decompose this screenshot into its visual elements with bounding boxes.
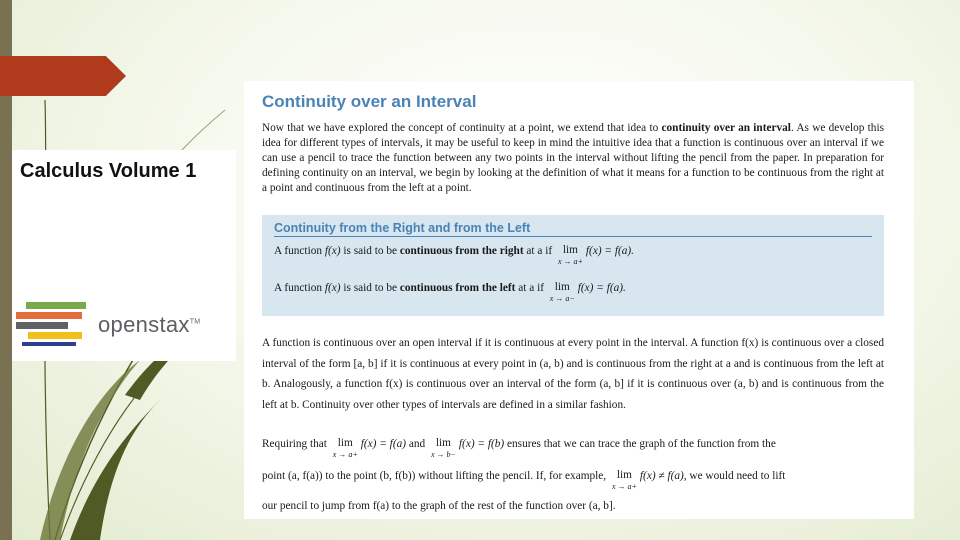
limit-expression: lim x → b− — [430, 437, 456, 460]
content-panel — [244, 81, 914, 519]
book-title: Calculus Volume 1 — [20, 160, 197, 182]
definition-box — [262, 215, 884, 316]
definition-title-rule — [274, 236, 872, 237]
book-info-panel — [12, 150, 236, 361]
point-line: point (a, f(a)) to the point (b, f(b)) without lifting the pencil. If, for example, lim x → a+ f(x) ≠ f(a), we would need to lift — [262, 469, 786, 492]
limit-expression: lim x → a+ — [332, 437, 358, 460]
logo-stripe-yellow — [28, 332, 82, 339]
logo-stripe-green — [26, 302, 86, 309]
limit-expression: lim x → a+ — [557, 244, 583, 267]
requiring-line: Requiring that lim x → a+ f(x) = f(a) and lim x → b− f(x) = f(b) ensures that we can trace the graph of the function from the — [262, 437, 776, 460]
interval-paragraph: A function is continuous over an open interval if it is continuous at every point in the interval. A function f(x) is continuous over a closed interval of the form [a, b] if it is continuous at every point in (a, b) and is continuous from the right at a and is continuous from the left at b. Analogously, a function f(x) is continuous over an interval of the form (a, b] if it is continuous over (a, b) and is continuous from the left at b. Continuity over other types of intervals are defined in a similar fashion. — [262, 337, 884, 411]
logo-stripe-orange — [16, 312, 82, 319]
limit-expression: lim x → a+ — [611, 469, 637, 492]
openstax-logo — [12, 298, 236, 354]
intro-paragraph: Now that we have explored the concept of continuity at a point, we extend that idea to continuity over an interval. As we develop this idea for different types of intervals, it may be useful to keep in mind the intuitive idea that a function is continuous over an interval if we can use a pencil to trace the function between any two points in the interval without lifting the pencil from the paper. In preparation for defining continuity on an interval, we begin by looking at the definition of what it means for a function to be continuous from the right at a point and continuous from the left at a point. — [262, 122, 884, 195]
definition-title: Continuity from the Right and from the Left — [274, 221, 531, 235]
red-arrow-tab — [0, 56, 126, 96]
logo-stripe-blue — [22, 342, 76, 346]
openstax-wordmark: openstax™ — [98, 312, 201, 337]
definition-right: A function f(x) is said to be continuous from the right at a if lim x → a+ f(x) = f(a). — [274, 244, 635, 267]
section-heading: Continuity over an Interval — [262, 92, 477, 111]
limit-expression: lim x → a− — [549, 281, 575, 304]
definition-left: A function f(x) is said to be continuous from the left at a if lim x → a− f(x) = f(a). — [274, 281, 626, 304]
logo-stripe-gray — [16, 322, 68, 329]
last-line: our pencil to jump from f(a) to the graph of the rest of the function over (a, b]. — [262, 500, 616, 512]
